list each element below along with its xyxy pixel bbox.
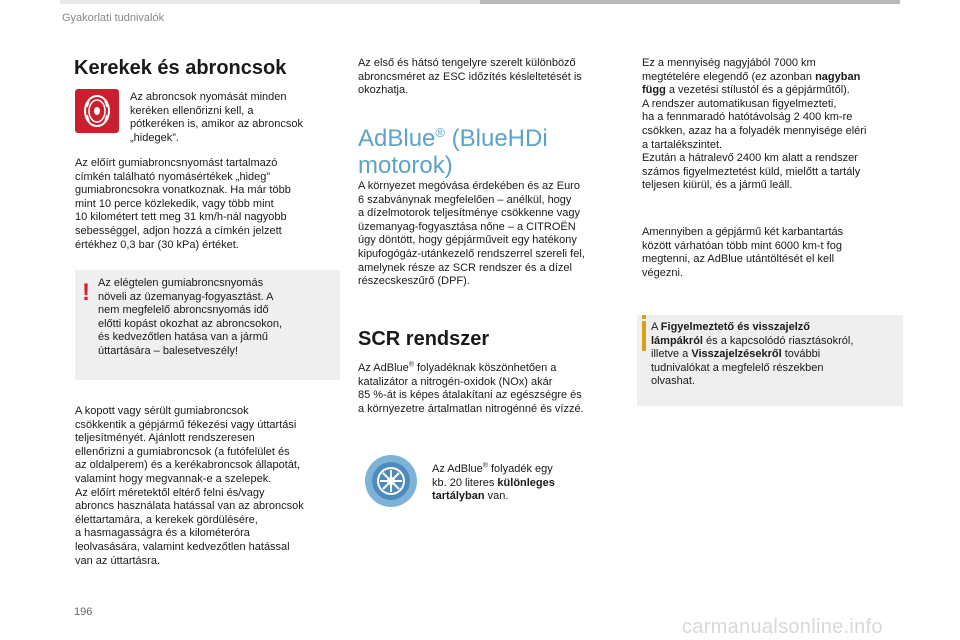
pressure-paragraph xyxy=(75,157,291,252)
text-line xyxy=(651,335,853,349)
registered-mark: ® xyxy=(408,361,414,369)
adblue-heading-text: motorok) xyxy=(358,152,453,179)
text-line xyxy=(642,84,866,98)
text-line: nem megfelelő abroncsnyomás idő xyxy=(98,304,269,317)
scr-paragraph xyxy=(358,362,584,416)
section-label: Gyakorlati tudnivalók xyxy=(62,12,165,24)
text-line: amelynek része az SCR rendszer és a dízel xyxy=(358,261,572,274)
info-icon xyxy=(642,321,646,351)
text-line: abroncsméret az ESC időzítés késleltetését is xyxy=(358,70,582,83)
text-line: katalizátor a nitrogén-oxidok (NOx) akár xyxy=(358,375,553,388)
text-line xyxy=(432,490,555,504)
text-line: az oldalperem) és a kerékabroncsok állapotát, xyxy=(75,459,301,472)
text-line: a hasmagasságra és a kilométeróra xyxy=(75,527,250,540)
tank-note xyxy=(432,463,555,504)
adblue-heading xyxy=(358,125,548,179)
adblue-paragraph xyxy=(358,180,585,289)
text-line: úttartására – balesetveszély! xyxy=(98,344,239,357)
text-line: 6 szabványnak megfelelően – anélkül, hogy xyxy=(358,193,572,206)
text-line xyxy=(642,71,866,85)
text-line: A kopott vagy sérült gumiabroncsok xyxy=(75,405,249,417)
text-line: Ez a mennyiség nagyjából 7000 km xyxy=(642,57,816,69)
text-line xyxy=(651,321,853,335)
info-text xyxy=(651,321,853,389)
text-line: teljesítményét. Ajánlott rendszeresen xyxy=(75,432,255,445)
tire-note-line: pótkeréken is, amikor az abroncsok xyxy=(130,118,304,131)
bold-span: függ xyxy=(642,84,666,97)
text-line: tudnivalókat a megfelelő részekben xyxy=(651,361,824,374)
text-line: úgy döntött, hogy gépjárműveit egy hatékony xyxy=(358,234,577,247)
text-line: Az előírt méretektől eltérő felni és/vagy xyxy=(75,486,265,499)
text-line: kipufogógáz-utánkezelő rendszerrel szereli fel, xyxy=(358,247,585,260)
worn-tire-paragraph xyxy=(75,405,304,568)
text-line: Az előírt gumiabroncsnyomást tartalmazó xyxy=(75,157,278,169)
text-line: 10 kilométert tett meg 31 km/h-nál nagyobb xyxy=(75,211,287,224)
text-line: között várhatóan több mint 6000 km-t fog xyxy=(642,239,842,252)
text-line: a tartalékszintet. xyxy=(642,138,723,151)
bold-span: lámpákról xyxy=(651,334,703,347)
text-line: előtti kopást okozhat az abroncsokon, xyxy=(98,317,283,330)
warning-icon: ! xyxy=(82,279,90,306)
tire-icon xyxy=(75,89,119,133)
text-line: megtenni, az AdBlue utántöltését el kell xyxy=(642,253,835,266)
text-span: kb. 20 literes xyxy=(432,476,498,489)
text-line: ha a fennmaradó hatótávolság 2 400 km-re xyxy=(642,111,853,124)
text-line xyxy=(432,477,555,491)
text-line: a dízelmotorok teljesítménye csökkenne vagy xyxy=(358,207,580,220)
text-line: üzemanyag-fogyasztása nőne – a CITROËN xyxy=(358,220,576,233)
text-line: leolvasására, valamint kedvezőtlen hatással xyxy=(75,540,290,553)
text-span: és a kapcsolódó riasztásokról, xyxy=(702,334,854,347)
text-line: teljesen kiürül, és a jármű leáll. xyxy=(642,179,793,192)
scr-heading: SCR rendszer xyxy=(358,328,490,350)
text-line: értékhez 0,3 bar (30 kPa) értéket. xyxy=(75,238,239,251)
header-rule-right xyxy=(480,0,900,4)
tire-note xyxy=(130,91,303,145)
text-line: 85 %-át is képes átalakítani az egészségre és xyxy=(358,389,582,402)
text-span: illetve a xyxy=(651,348,692,361)
text-line: csökken, azaz ha a folyadék mennyisége eléri xyxy=(642,124,867,137)
bold-span: tartályban xyxy=(432,490,485,503)
adblue-heading-text: AdBlue xyxy=(358,125,436,152)
text-line: sebességgel, adjon hozzá a címkén jelzett xyxy=(75,224,282,237)
registered-mark: ® xyxy=(482,462,488,470)
esc-paragraph xyxy=(358,57,582,98)
text-line: Amennyiben a gépjármű két karbantartás xyxy=(642,226,844,238)
text-line: végezni. xyxy=(642,266,683,279)
adblue-heading-text: (BlueHDi xyxy=(444,125,548,152)
text-span: a vezetési stílustól és a gépjárműtől). xyxy=(665,84,850,97)
text-line: ellenőrizni a gumiabroncsok (a futófelület és xyxy=(75,445,290,458)
text-line: gumiabroncsokra vonatkoznak. Ha már több xyxy=(75,184,291,197)
text-line: A rendszer automatikusan figyelmezteti, xyxy=(642,97,837,110)
text-span: Az AdBlue xyxy=(358,362,409,374)
text-line: Az első és hátsó tengelyre szerelt különböző xyxy=(358,57,576,69)
text-line: csökkentik a gépjármű fékezési vagy úttartási xyxy=(75,418,297,431)
text-span: van. xyxy=(484,490,509,503)
text-line: okozhatja. xyxy=(358,84,409,97)
warning-text xyxy=(98,277,282,359)
text-line: abroncs használata hatással van az abroncsok xyxy=(75,500,304,513)
bold-span: különleges xyxy=(497,476,555,489)
watermark: carmanualsonline.info xyxy=(682,616,883,638)
text-line: valamint hogy megvannak-e a szelepek. xyxy=(75,472,272,485)
bold-span: Figyelmeztető és visszajelző xyxy=(660,321,810,333)
bold-span: Visszajelzésekről xyxy=(691,348,782,361)
text-line: Ezután a hátralevő 2400 km alatt a rendszer xyxy=(642,152,858,165)
text-line xyxy=(432,463,555,477)
page-title: Kerekek és abroncsok xyxy=(74,57,287,79)
text-line: van az úttartásra. xyxy=(75,554,160,567)
refill-paragraph xyxy=(642,226,843,280)
text-line xyxy=(651,348,853,362)
text-line: és kedvezőtlen hatása van a jármű xyxy=(98,331,268,344)
adblue-tank-icon xyxy=(364,454,418,508)
tire-note-line: „hidegek”. xyxy=(130,131,179,144)
text-span: folyadéknak köszönhetően a xyxy=(413,362,557,374)
text-span: folyadék egy xyxy=(487,463,553,475)
text-line: részecskeszűrő (DPF). xyxy=(358,275,470,288)
tire-note-line: Az abroncsok nyomását minden xyxy=(130,91,287,103)
text-span: megtételére elegendő (ez azonban xyxy=(642,70,816,83)
text-line xyxy=(358,362,584,376)
bold-span: nagyban xyxy=(815,70,861,83)
page-number: 196 xyxy=(74,606,93,618)
header-rule-left xyxy=(60,0,480,4)
text-line: A környezet megóvása érdekében és az Euro xyxy=(358,180,580,192)
text-line: Az elégtelen gumiabroncsnyomás xyxy=(98,277,264,289)
registered-mark: ® xyxy=(435,125,445,140)
text-line: számos figyelmeztetést küld, mielőtt a tartály xyxy=(642,165,861,178)
text-line: a környezetre ártalmatlan nitrogénné és vízzé. xyxy=(358,402,584,415)
text-span: Az AdBlue xyxy=(432,463,483,475)
tire-note-line: keréken ellenőrizni kell, a xyxy=(130,104,254,117)
text-line: mint 10 perce közlekedik, vagy több mint xyxy=(75,197,274,210)
text-line: élettartamára, a kerekek gördülésére, xyxy=(75,513,258,526)
range-paragraph xyxy=(642,57,866,193)
text-line: címkén található nyomásértékek „hideg” xyxy=(75,170,271,183)
text-line: növeli az üzemanyag-fogyasztást. A xyxy=(98,290,274,303)
text-span: további xyxy=(781,348,821,361)
text-line: olvashat. xyxy=(651,375,696,388)
text-span: A xyxy=(651,321,661,333)
